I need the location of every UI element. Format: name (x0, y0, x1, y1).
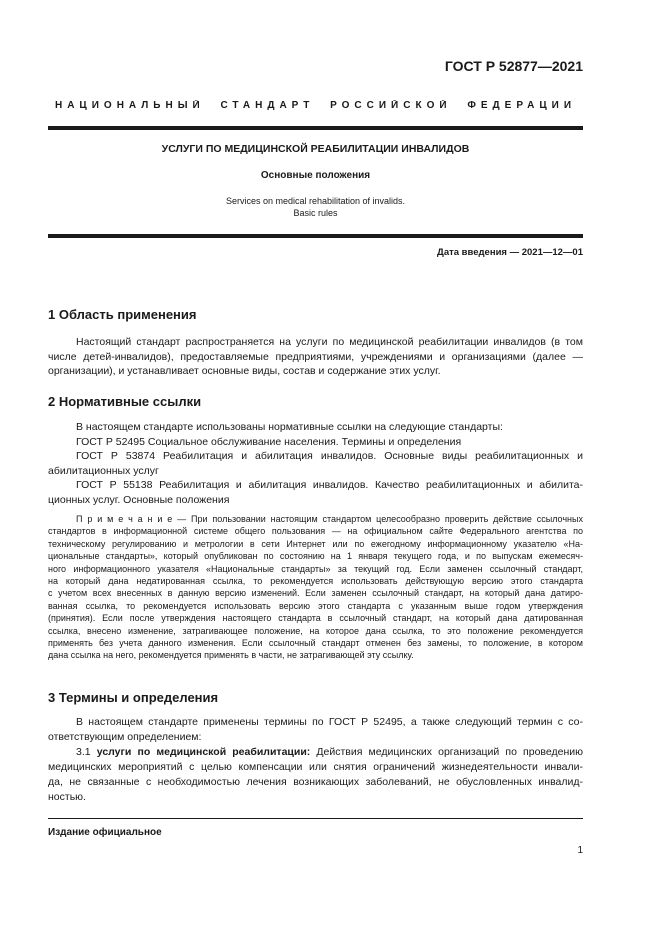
section-1-heading: 1 Область применения (48, 307, 197, 322)
note-line: стандартов в информационной системе общего пользования — на официальном сайте Федерального агентства по (48, 526, 583, 537)
page-number: 1 (577, 845, 583, 856)
note-line: применять без учета данного изменения. Если ссылочный стандарт отменен без замены, то положение, в котором (48, 637, 583, 648)
top-rule (48, 126, 583, 130)
term-definition-start: Действия медицинских организаций по проведению (316, 746, 583, 758)
section-2-heading: 2 Нормативные ссылки (48, 394, 202, 409)
note-line: техническому регулированию и метрологии в сети Интернет или по ежегодному информационному указателю «На- (48, 538, 583, 549)
reference-line: абилитационных услуг (48, 464, 159, 477)
note-block (48, 513, 583, 662)
title-bottom-rule (48, 234, 583, 238)
standard-code: ГОСТ Р 52877—2021 (444, 58, 583, 74)
note-line: ссылка, внесено изменение, затрагивающее положение, на которое дана ссылка, то это положение рекомендуется (48, 625, 583, 636)
reference-line: ГОСТ Р 52495 Социальное обслуживание населения. Термины и определения (76, 435, 462, 448)
note-line: (принятия). Если после утверждения настоящего стандарта в ссылочный стандарт, на который дана датированная (48, 613, 583, 624)
english-title-line: Services on medical rehabilitation of invalids. (225, 196, 406, 206)
note-line: на который дана недатированная ссылка, то рекомендуется использовать действующую версию этого стандарта (48, 575, 583, 586)
reference-line: ционных услуг. Основные положения (48, 493, 230, 506)
english-title (48, 195, 583, 219)
text-line: ответствующим определением: (48, 731, 202, 743)
section-3-heading: 3 Термины и определения (48, 690, 219, 705)
section-1-body (48, 335, 583, 379)
note-line: циональные стандарты», который опубликован по состоянию на 1 января текущего года, и по выпускам ежемесяч- (48, 551, 583, 562)
term-line (48, 745, 583, 760)
national-standard-header: НАЦИОНАЛЬНЫЙ СТАНДАРТ РОССИЙСКОЙ ФЕДЕРАЦИИ (54, 100, 577, 111)
official-edition-label: Издание официальное (48, 827, 162, 838)
definition-line: ностью. (48, 791, 86, 803)
text-line: В настоящем стандарте использованы нормативные ссылки на следующие стандарты: (76, 421, 503, 433)
section-3-body (48, 715, 583, 805)
term-name: услуги по медицинской реабилитации: (96, 746, 311, 758)
footer-rule (48, 818, 583, 819)
note-line: с учетом всех внесенных в данную версию изменений. Если заменен ссылочный стандарт, на который дана датиро- (48, 588, 583, 599)
document-title: УСЛУГИ ПО МЕДИЦИНСКОЙ РЕАБИЛИТАЦИИ ИНВАЛИДОВ (161, 143, 470, 155)
document-subtitle: Основные положения (260, 170, 371, 181)
note-line: ного информационного указателя «Национальные стандарты» за текущий год. Если заменен ссылочный стандарт, (48, 563, 583, 574)
text-line: Настоящий стандарт распространяется на услуги по медицинской реабилитации инвалидов (в том (76, 336, 583, 348)
text-line: организации), и устанавливает основные виды, состав и содержание этих услуг. (48, 365, 441, 377)
text-line: В настоящем стандарте применены термины по ГОСТ Р 52495, а также следующий термин с со- (76, 716, 583, 728)
reference-line: ГОСТ Р 53874 Реабилитация и абилитация инвалидов. Основные виды реабилитационных и (76, 450, 583, 462)
term-number: 3.1 (76, 746, 91, 758)
introduction-date: Дата введения — 2021—12—01 (437, 247, 583, 258)
definition-line: медицинских мероприятий с целью компенсации или снятия ограничений жизнедеятельности инвали- (48, 761, 583, 773)
definition-line: да, не связанные с необходимостью лечения возникающих заболеваний, не обусловленных инвалид- (48, 776, 583, 788)
note-line: ванная ссылка, то рекомендуется использовать версию этого стандарта с указанным выше годом утверждения (48, 600, 583, 611)
reference-line: ГОСТ Р 55138 Реабилитация и абилитация инвалидов. Качество реабилитационных и абилита- (76, 479, 583, 491)
note-line: дана ссылка на него, рекомендуется применять в части, не затрагивающей эту ссылку. (48, 650, 414, 661)
note-line: П р и м е ч а н и е — При пользовании настоящим стандартом целесообразно проверить действие ссылочных (76, 514, 583, 524)
english-title-line: Basic rules (293, 208, 338, 218)
section-2-body (48, 420, 583, 507)
text-line: числе детей-инвалидов), предоставляемые предприятиями, учреждениями и организациями (далее — (48, 350, 583, 363)
